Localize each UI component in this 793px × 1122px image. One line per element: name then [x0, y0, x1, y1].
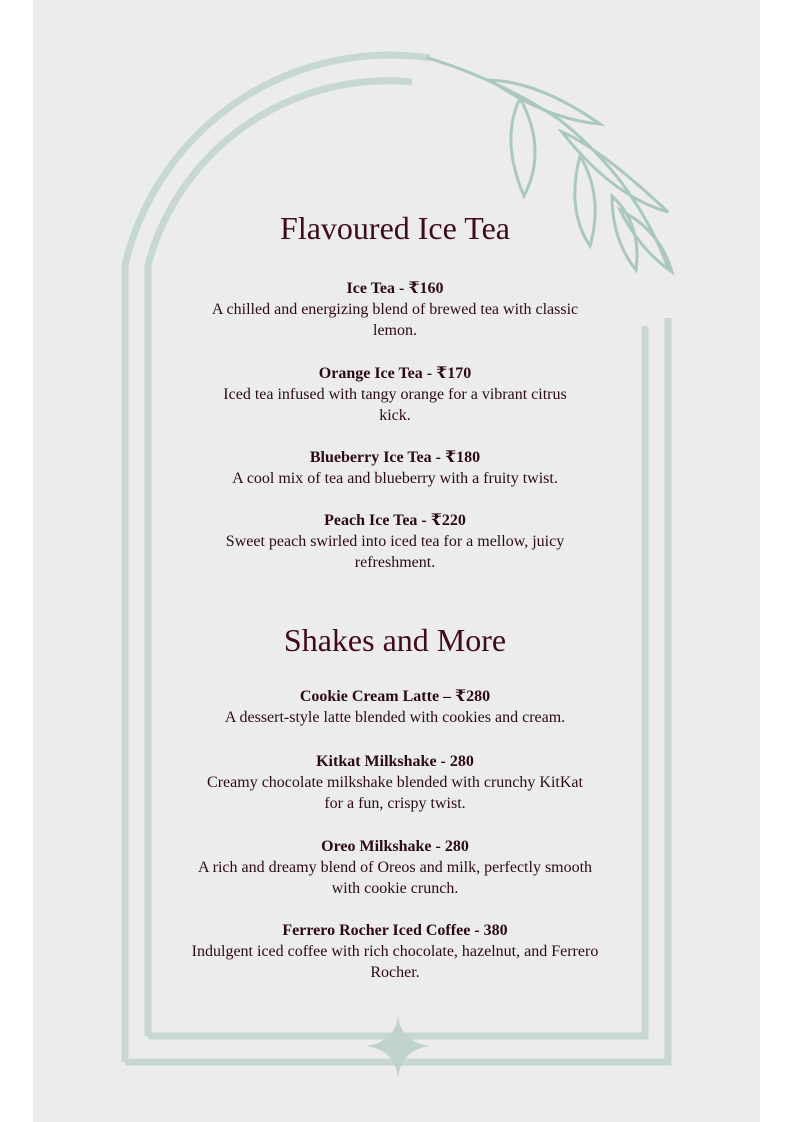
menu-item-kitkat-milkshake	[160, 751, 630, 814]
item-name: Ferrero Rocher Iced Coffee - 380	[282, 922, 508, 939]
item-description: Iced tea infused with tangy orange for a vibrant citrus kick.	[223, 386, 567, 424]
menu-item-peach-ice-tea	[160, 510, 630, 573]
item-name: Kitkat Milkshake - 280	[316, 753, 474, 770]
item-name: Peach Ice Tea - ₹220	[324, 512, 466, 529]
menu-item-cookie-cream-latte	[160, 686, 630, 728]
item-description: Indulgent iced coffee with rich chocolate, hazelnut, and Ferrero Rocher.	[191, 943, 599, 981]
item-description: Sweet peach swirled into iced tea for a mellow, juicy refreshment.	[225, 533, 565, 571]
item-description: A cool mix of tea and blueberry with a fruity twist.	[232, 470, 558, 487]
item-name: Blueberry Ice Tea - ₹180	[309, 449, 481, 466]
item-description: A dessert-style latte blended with cookies and cream.	[224, 709, 566, 726]
menu-item-ferrero-iced-coffee	[160, 920, 630, 983]
item-name: Ice Tea - ₹160	[346, 280, 444, 297]
menu-item-oreo-milkshake	[160, 836, 630, 899]
menu-item-blueberry-ice-tea	[160, 447, 630, 489]
section-title-shakes: Shakes and More	[283, 622, 507, 658]
item-description: Creamy chocolate milkshake blended with crunchy KitKat for a fun, crispy twist.	[207, 774, 583, 812]
menu-item-ice-tea	[160, 278, 630, 341]
menu-item-orange-ice-tea	[160, 363, 630, 426]
item-description: A rich and dreamy blend of Oreos and milk, perfectly smooth with cookie crunch.	[197, 859, 593, 897]
item-name: Cookie Cream Latte – ₹280	[299, 688, 491, 705]
item-description: A chilled and energizing blend of brewed tea with classic lemon.	[211, 301, 579, 339]
sparkle-star-icon	[366, 1016, 430, 1078]
item-name: Oreo Milkshake - 280	[321, 838, 469, 855]
section-title-ice-tea: Flavoured Ice Tea	[280, 210, 510, 246]
item-name: Orange Ice Tea - ₹170	[318, 365, 472, 382]
